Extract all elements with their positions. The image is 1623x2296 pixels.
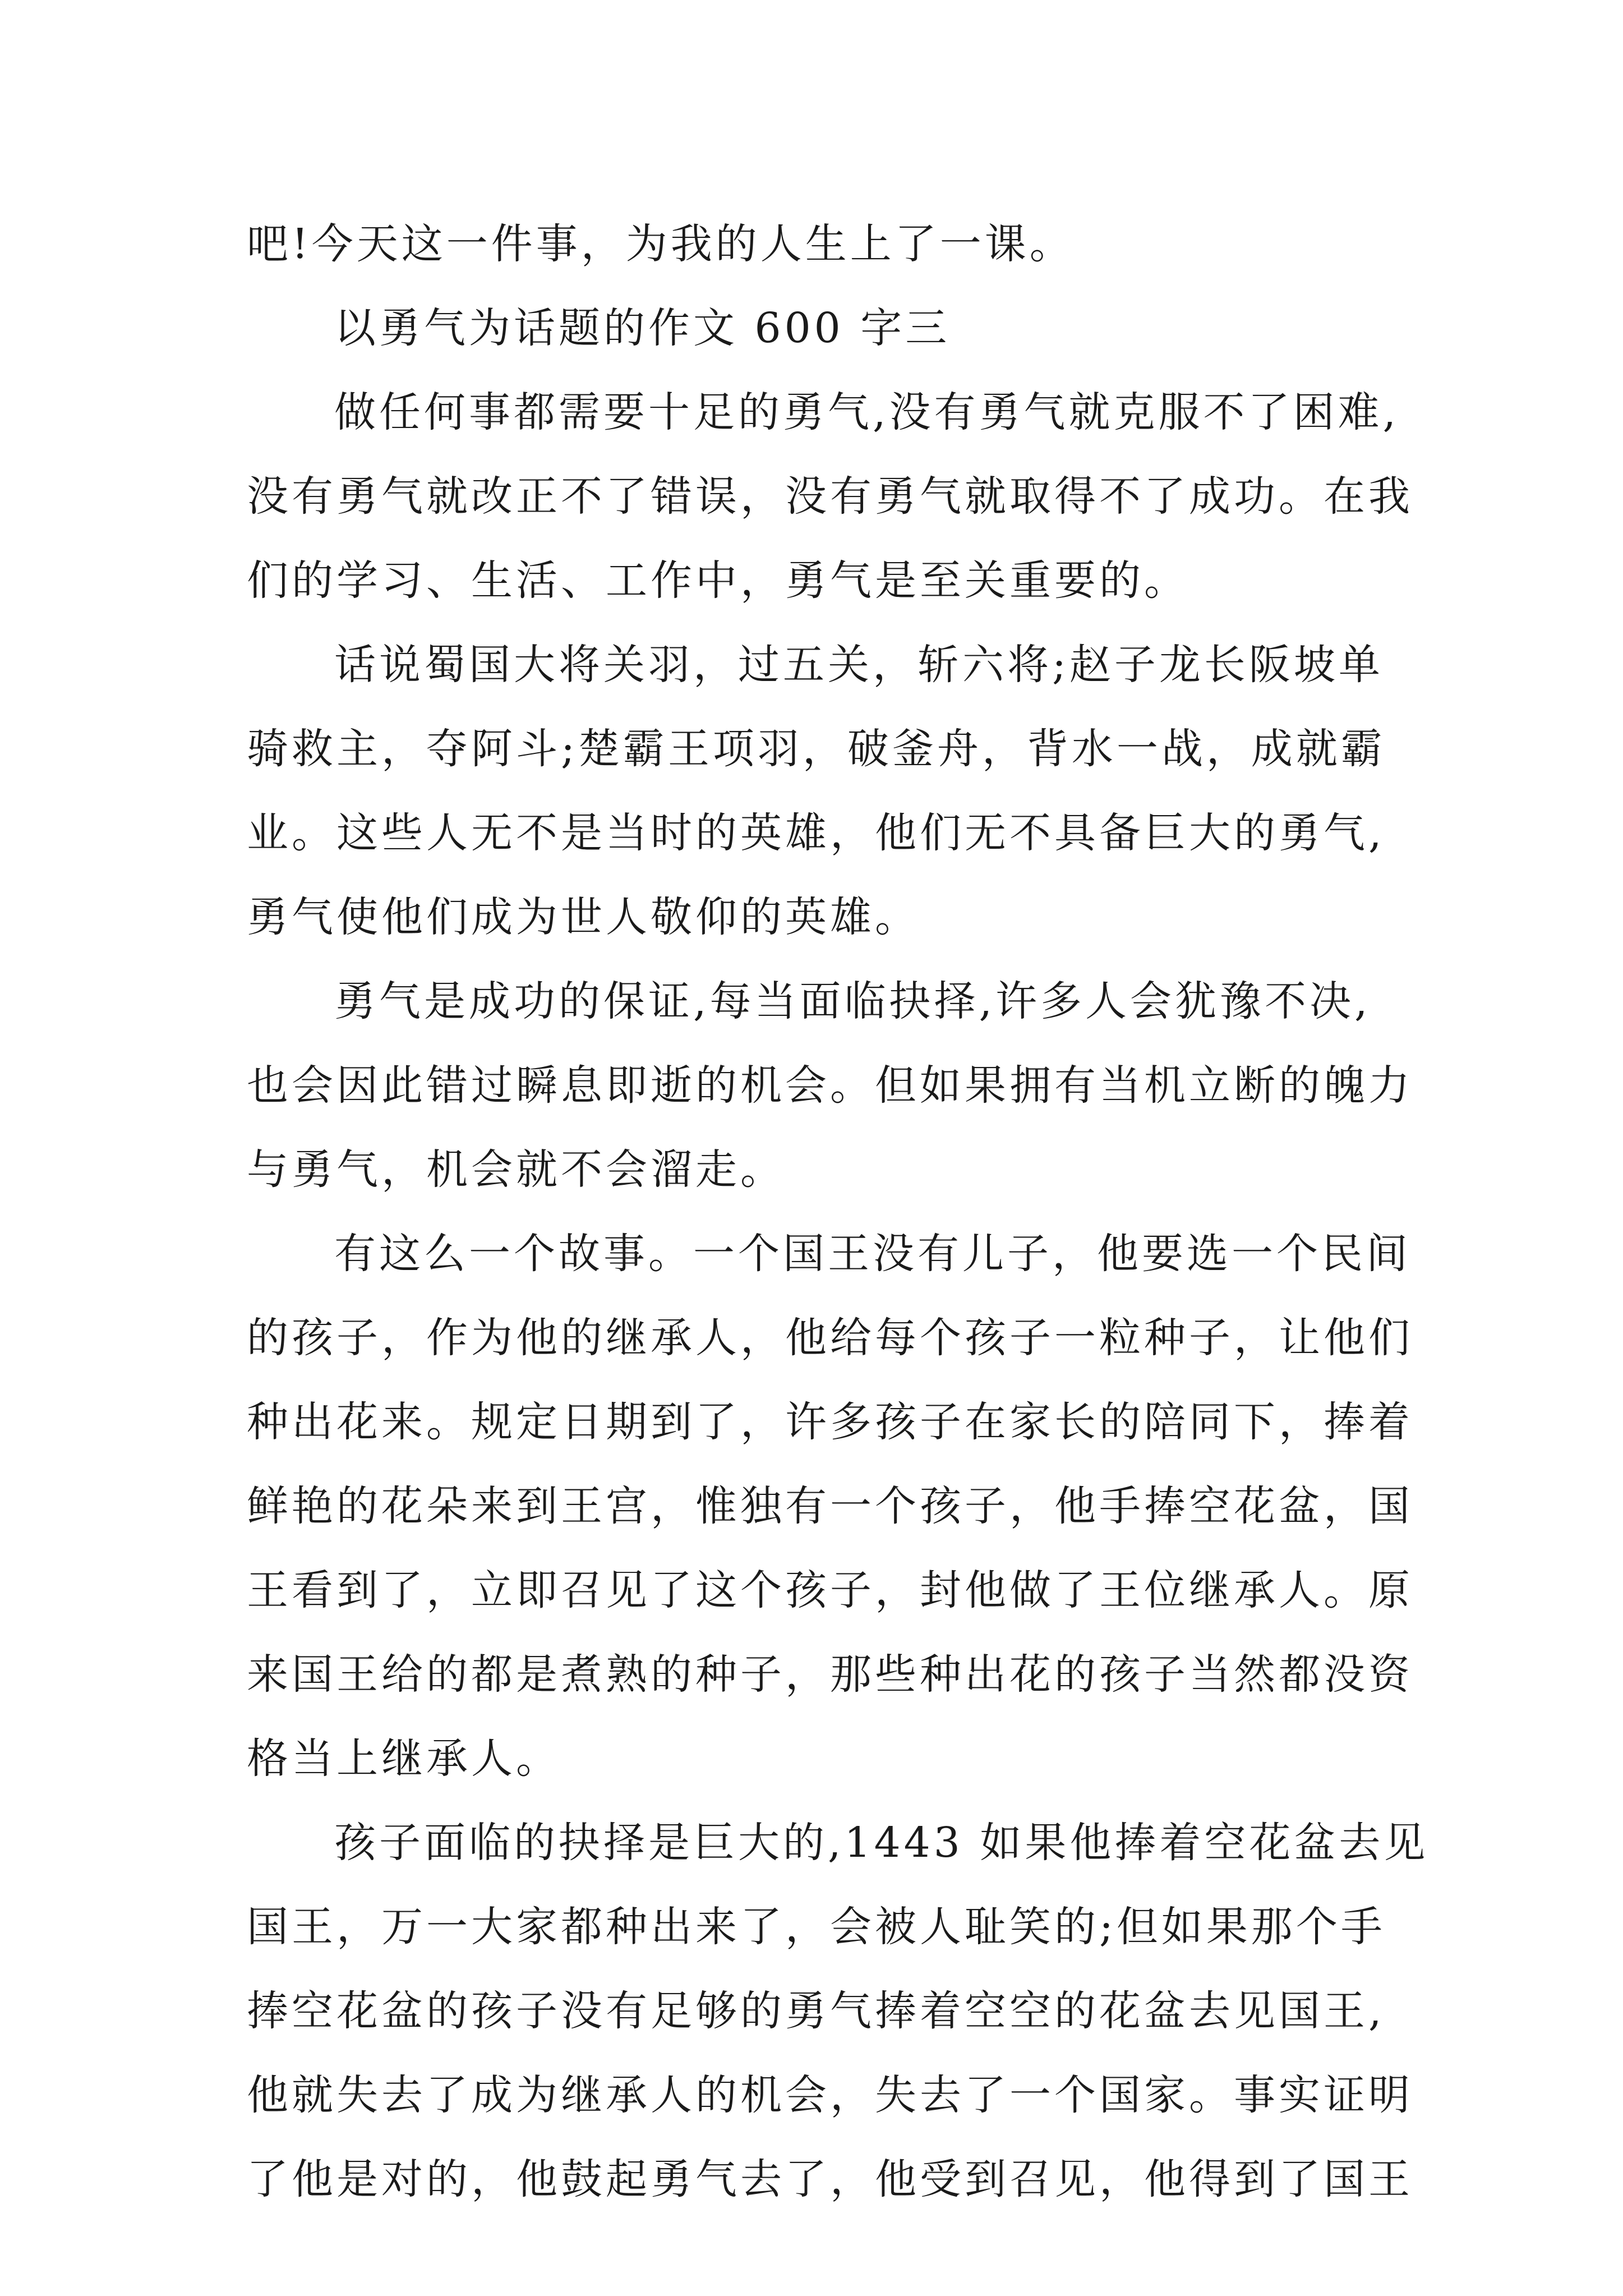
text-line: 做任何事都需要十足的勇气,没有勇气就克服不了困难, (334, 388, 1400, 436)
text-line: 格当上继承人。 (247, 1734, 561, 1783)
text-line: 了他是对的，他鼓起勇气去了，他受到召见，他得到了国王 (247, 2155, 1413, 2203)
text-line: 来国王给的都是煮熟的种子，那些种出花的孩子当然都没资 (247, 1650, 1413, 1699)
text-line: 有这么一个故事。一个国王没有儿子，他要选一个民间 (334, 1230, 1411, 1278)
text-line: 吧!今天这一件事，为我的人生上了一课。 (247, 220, 1075, 268)
text-line: 与勇气，机会就不会溜走。 (247, 1145, 785, 1194)
essay-body (247, 202, 1429, 2221)
text-line: 鲜艳的花朵来到王宫，惟独有一个孩子，他手捧空花盆，国 (247, 1482, 1413, 1530)
text-line: 没有勇气就改正不了错误，没有勇气就取得不了成功。在我 (247, 472, 1413, 521)
text-line: 孩子面临的抉择是巨大的,1443 如果他捧着空花盆去见 (334, 1819, 1429, 1867)
text-line: 也会因此错过瞬息即逝的机会。但如果拥有当机立断的魄力 (247, 1061, 1413, 1110)
text-line: 种出花来。规定日期到了，许多孩子在家长的陪同下，捧着 (247, 1398, 1413, 1446)
text-line: 们的学习、生活、工作中，勇气是至关重要的。 (247, 556, 1189, 605)
text-line: 话说蜀国大将关羽，过五关，斩六将;赵子龙长阪坡单 (334, 641, 1384, 689)
text-line: 王看到了，立即召见了这个孩子，封他做了王位继承人。原 (247, 1566, 1413, 1614)
text-line: 他就失去了成为继承人的机会，失去了一个国家。事实证明 (247, 2071, 1413, 2119)
text-line: 骑救主，夺阿斗;楚霸王项羽，破釜舟，背水一战，成就霸 (247, 725, 1386, 773)
text-line: 国王，万一大家都种出来了，会被人耻笑的;但如果那个手 (247, 1903, 1386, 1951)
text-line: 的孩子，作为他的继承人，他给每个孩子一粒种子，让他们 (247, 1314, 1413, 1362)
text-line: 以勇气为话题的作文 600 字三 (334, 304, 951, 352)
text-line: 勇气使他们成为世人敬仰的英雄。 (247, 893, 920, 941)
text-line: 业。这些人无不是当时的英雄，他们无不具备巨大的勇气, (247, 809, 1385, 857)
text-line: 勇气是成功的保证,每当面临抉择,许多人会犹豫不决, (334, 977, 1371, 1025)
text-line: 捧空花盆的孩子没有足够的勇气捧着空空的花盆去见国王, (247, 1987, 1385, 2035)
